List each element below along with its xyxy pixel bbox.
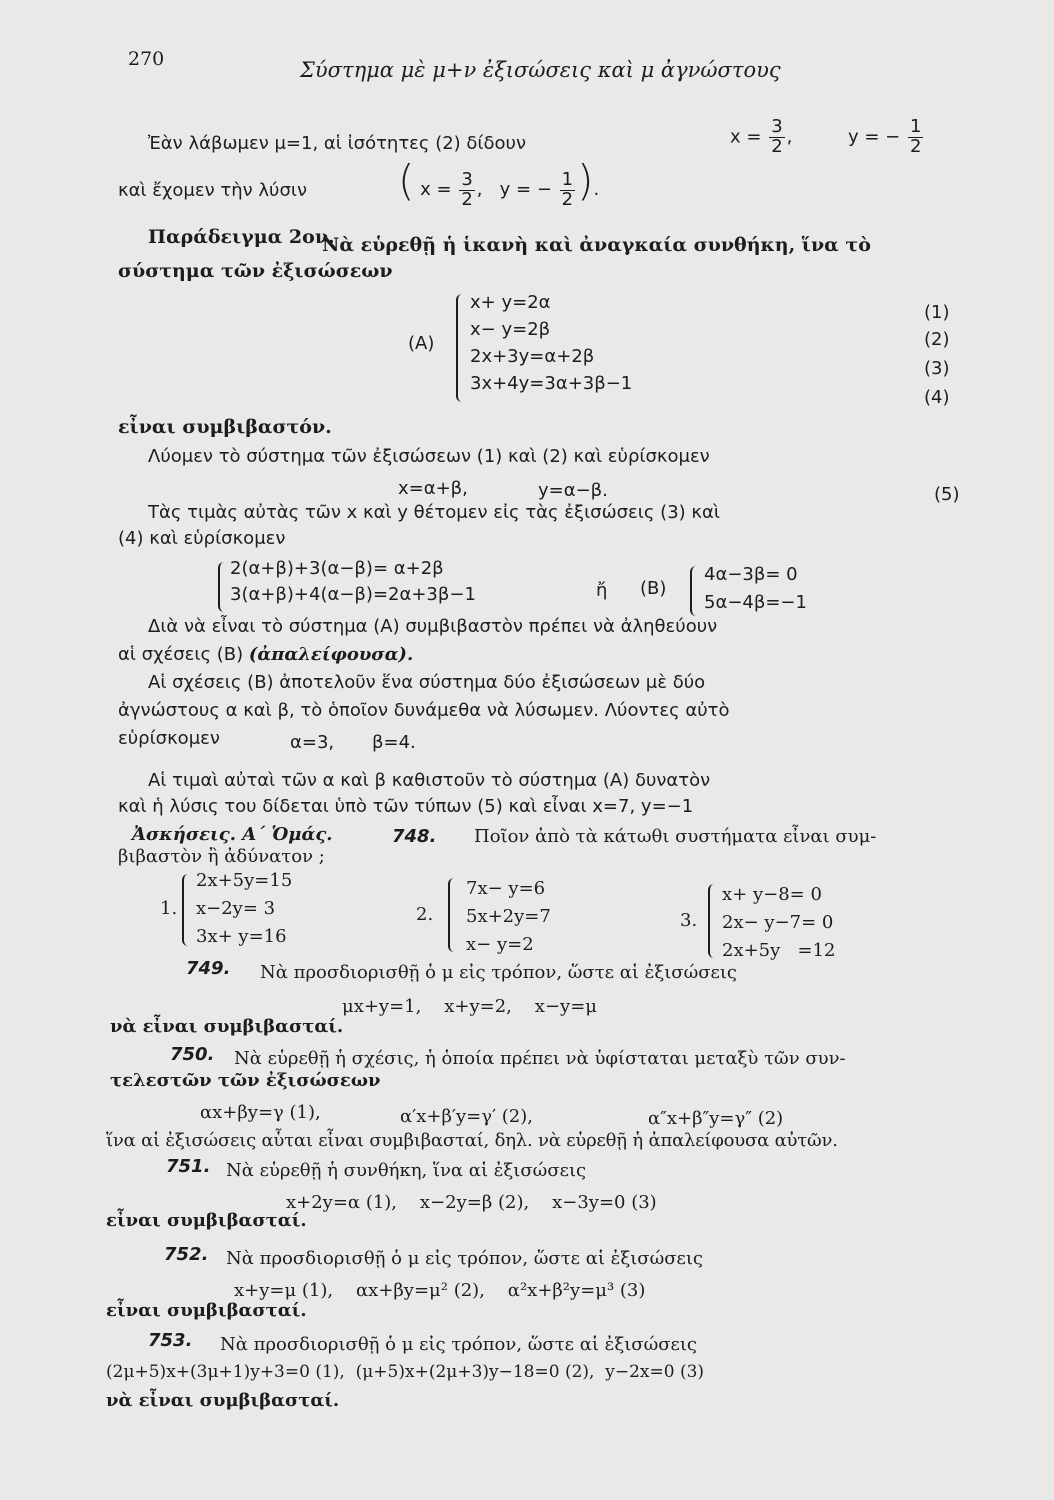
exercise-750-text-2: τελεστῶν τῶν ἐξισώσεων [110, 1070, 381, 1091]
solution-p1-x: x=α+β, [398, 478, 468, 499]
exercise-748-system-2-eq-2: 5x+2y=7 [466, 906, 551, 927]
exercise-752-text: Νὰ προσδιορισθῇ ὁ μ εἰς τρόπον, ὥστε αἱ ἐξισώσεις [226, 1248, 704, 1269]
system-b-eq-1: 4α−3β= 0 [704, 564, 798, 585]
system-a-label: (A) [408, 333, 435, 354]
exercise-750-eq-3: α″x+β″y=γ″ (2) [648, 1108, 784, 1129]
exercise-753-text: Νὰ προσδιορισθῇ ὁ μ εἰς τρόπον, ὥστε αἱ ἐξισώσεις [220, 1334, 698, 1355]
system-left-eq-2: 3(α+β)+4(α−β)=2α+3β−1 [230, 584, 476, 605]
solution-beta-value: β=4. [372, 732, 416, 753]
exercise-748-system-1-eq-1: 2x+5y=15 [196, 870, 293, 891]
exercise-749-text: Νὰ προσδιορισθῇ ὁ μ εἰς τρόπον, ὥστε αἱ ἐξισώσεις [260, 962, 738, 983]
equation-number-2: (2) [924, 329, 950, 350]
exercise-748-system-2-label: 2. [416, 904, 434, 925]
exercise-748-system-2-eq-1: 7x− y=6 [466, 878, 546, 899]
exercise-748-system-3-eq-1: x+ y−8= 0 [722, 884, 822, 905]
exercise-752-tail: εἶναι συμβιβασταί. [106, 1300, 307, 1321]
exercise-749-tail: νὰ εἶναι συμβιβασταί. [110, 1016, 344, 1037]
exercises-heading: Ἀσκήσεις. Α΄ Ὁμάς. [132, 824, 333, 845]
exercise-751-equations: x+2y=α (1), x−2y=β (2), x−3y=0 (3) [286, 1192, 657, 1213]
exercise-751-number: 751. [166, 1156, 211, 1177]
exercise-748-system-1-brace [182, 874, 190, 946]
solution-p1-y: y=α−β. [538, 480, 608, 501]
equation-number-4: (4) [924, 387, 950, 408]
page-number: 270 [128, 48, 165, 70]
intro-solution: ( x = $\frac{3}{2}$ , y = − $\frac{1}{2}$ ). [398, 156, 600, 210]
system-a-eq-2: x− y=2β [470, 319, 551, 340]
system-left-eq-1: 2(α+β)+3(α−β)= α+2β [230, 558, 444, 579]
exercise-749-equations: μx+y=1, x+y=2, x−y=μ [342, 996, 597, 1017]
exercise-753-equations: (2μ+5)x+(3μ+1)y+3=0 (1), (μ+5)x+(2μ+3)y−18=0 (2), y−2x=0 (3) [106, 1362, 705, 1382]
system-a-eq-4: 3x+4y=3α+3β−1 [470, 373, 633, 394]
system-a-eq-1: x+ y=2α [470, 292, 551, 313]
exercise-748-system-1-eq-2: x−2y= 3 [196, 898, 276, 919]
solution-p3-b [118, 644, 413, 665]
exercise-750-text-1: Νὰ εὑρεθῇ ἡ σχέσις, ἡ ὁποία πρέπει νὰ ὑφίσταται μεταξὺ τῶν συν- [234, 1048, 846, 1069]
running-title: Σύστημα μὲ μ+ν ἐξισώσεις καὶ μ ἀγνώστους [300, 58, 781, 82]
solution-p3-c: (ἀπαλείφουσα). [248, 644, 414, 665]
exercise-748-system-2-eq-3: x− y=2 [466, 934, 534, 955]
solution-alpha-value: α=3, [290, 732, 335, 753]
intro-line-1: Ἐὰν λάβωμεν μ=1, αἱ ἰσότητες (2) δίδουν [148, 133, 527, 154]
exercise-753-tail: νὰ εἶναι συμβιβασταί. [106, 1390, 340, 1411]
intro-line-2: καὶ ἔχομεν τὴν λύσιν [118, 180, 308, 201]
system-a-eq-3: 2x+3y=α+2β [470, 346, 595, 367]
system-a-brace [456, 294, 466, 402]
solution-p2-b: (4) καὶ εὑρίσκομεν [118, 528, 286, 549]
exercise-748-system-3-eq-2: 2x− y−7= 0 [722, 912, 834, 933]
solution-p3-a: Διὰ νὰ εἶναι τὸ σύστημα (A) συμβιβαστὸν πρέπει νὰ ἀληθεύουν [148, 616, 718, 637]
solution-p1: Λύομεν τὸ σύστημα τῶν ἐξισώσεων (1) καὶ (2) καὶ εὑρίσκομεν [148, 446, 710, 467]
solution-p4-c: εὑρίσκομεν [118, 728, 220, 749]
example-2-text-2: σύστημα τῶν ἐξισώσεων [118, 260, 393, 282]
exercise-751-text: Νὰ εὑρεθῇ ἡ συνθήκη, ἵνα αἱ ἐξισώσεις [226, 1160, 587, 1181]
exercise-748-system-2-brace [448, 878, 456, 952]
solution-p5-a: Αἱ τιμαὶ αὐταὶ τῶν α καὶ β καθιστοῦν τὸ σύστημα (A) δυνατὸν [148, 770, 711, 791]
exercise-750-eq-1: αx+βy=γ (1), [200, 1102, 321, 1123]
exercise-749-number: 749. [186, 958, 231, 979]
exercise-752-number: 752. [164, 1244, 209, 1265]
exercise-753-number: 753. [148, 1330, 193, 1351]
exercise-750-number: 750. [170, 1044, 215, 1065]
system-b-eq-2: 5α−4β=−1 [704, 592, 807, 613]
example-2-heading: Παράδειγμα 2ον. [148, 226, 335, 248]
exercise-750-eq-2: α′x+β′y=γ′ (2), [400, 1106, 534, 1127]
exercise-748-system-3-label: 3. [680, 910, 698, 931]
system-b-brace [690, 566, 699, 616]
equation-number-3: (3) [924, 358, 950, 379]
intro-y-value: y = − $\frac{1}{2}$ [848, 116, 922, 157]
solution-p4-b: ἀγνώστους α καὶ β, τὸ ὁποῖον δυνάμεθα νὰ λύσωμεν. Λύοντες αὐτὸ [118, 700, 730, 721]
example-2-tail: εἶναι συμβιβαστόν. [118, 416, 332, 438]
system-b-label: (B) [640, 578, 667, 599]
exercise-748-number: 748. [392, 826, 437, 847]
exercise-751-tail: εἶναι συμβιβασταί. [106, 1210, 307, 1231]
solution-p3-b-text: αἱ σχέσεις (B) [118, 644, 244, 665]
solution-p1-number: (5) [934, 484, 960, 505]
example-2-text-1: Νὰ εὑρεθῇ ἡ ἱκανὴ καὶ ἀναγκαία συνθήκη, ἵνα τὸ [322, 234, 871, 256]
exercise-748-system-3-eq-3: 2x+5y =12 [722, 940, 836, 961]
exercise-752-equations: x+y=μ (1), αx+βy=μ² (2), α²x+β²y=μ³ (3) [234, 1280, 646, 1301]
exercise-748-system-1-label: 1. [160, 898, 178, 919]
exercise-748-system-1-eq-3: 3x+ y=16 [196, 926, 287, 947]
or-word: ἤ [596, 580, 608, 601]
exercise-750-tail: ἵνα αἱ ἐξισώσεις αὗται εἶναι συμβιβασταί, δηλ. νὰ εὑρεθῇ ἡ ἀπαλείφουσα αὐτῶν. [106, 1130, 838, 1151]
equation-number-1: (1) [924, 302, 950, 323]
intro-x-value: x = $\frac{3}{2}$ , [730, 116, 793, 157]
exercise-748-system-3-brace [708, 884, 716, 958]
exercise-748-text-2: βιβαστὸν ἢ ἀδύνατον ; [118, 846, 325, 867]
solution-p4-a: Αἱ σχέσεις (B) ἀποτελοῦν ἕνα σύστημα δύο ἐξισώσεων μὲ δύο [148, 672, 706, 693]
solution-p2-a: Τὰς τιμὰς αὐτὰς τῶν x καὶ y θέτομεν εἰς τὰς ἐξισώσεις (3) καὶ [148, 502, 720, 523]
solution-p5-b: καὶ ἡ λύσις του δίδεται ὑπὸ τῶν τύπων (5) καὶ εἶναι x=7, y=−1 [118, 796, 694, 817]
exercise-748-text-1: Ποῖον ἀπὸ τὰ κάτωθι συστήματα εἶναι συμ- [474, 826, 877, 847]
system-left-brace [218, 562, 227, 612]
